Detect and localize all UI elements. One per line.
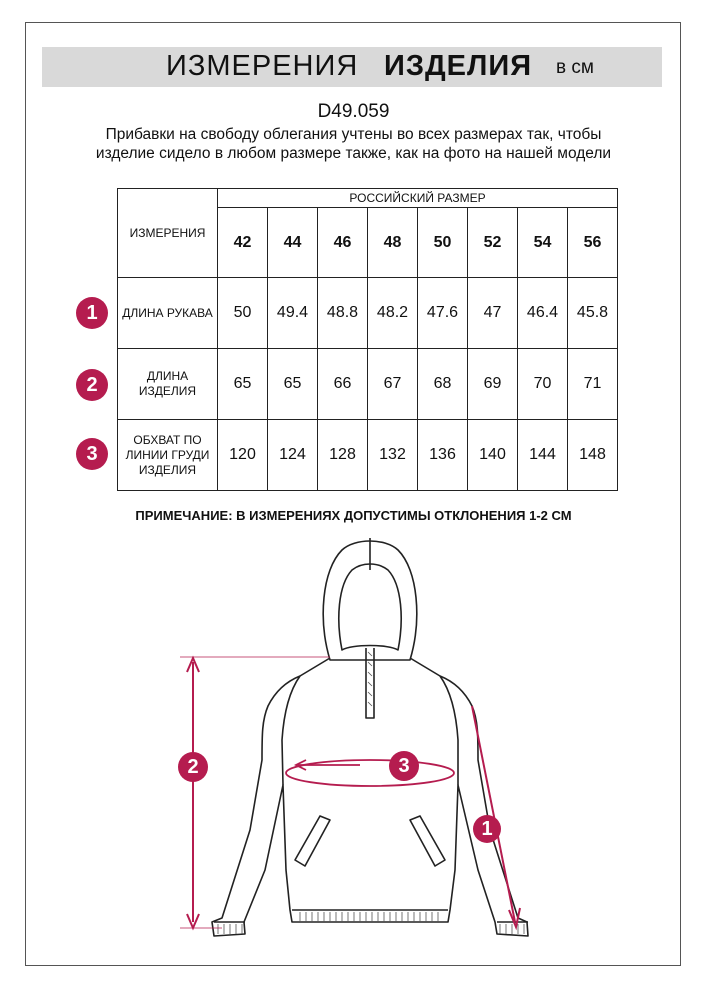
value-cell: 136	[418, 420, 468, 491]
measurements-header: ИЗМЕРЕНИЯ	[118, 189, 218, 278]
value-cell: 49.4	[268, 278, 318, 349]
value-cell: 46.4	[518, 278, 568, 349]
value-cell: 71	[568, 349, 618, 420]
value-cell: 67	[368, 349, 418, 420]
size-cell: 42	[218, 208, 268, 278]
size-table	[117, 188, 618, 491]
title-regular: ИЗМЕРЕНИЯ	[166, 50, 359, 82]
hoodie-outline	[212, 538, 528, 936]
value-cell: 144	[518, 420, 568, 491]
table-row-product-length	[118, 349, 618, 420]
row-label: ДЛИНА ИЗДЕЛИЯ	[118, 349, 218, 420]
value-cell: 120	[218, 420, 268, 491]
title-bold: ИЗДЕЛИЯ	[384, 50, 533, 82]
value-cell: 132	[368, 420, 418, 491]
size-cell: 56	[568, 208, 618, 278]
hoodie-diagram	[0, 530, 707, 940]
value-cell: 47.6	[418, 278, 468, 349]
value-cell: 48.8	[318, 278, 368, 349]
title-unit: в см	[556, 57, 594, 78]
disclaimer: ПРИМЕЧАНИЕ: В ИЗМЕРЕНИЯХ ДОПУСТИМЫ ОТКЛОНЕНИЯ 1-2 СМ	[135, 508, 572, 523]
size-cell: 52	[468, 208, 518, 278]
rib-texture	[218, 652, 524, 934]
value-cell: 128	[318, 420, 368, 491]
size-system-header: РОССИЙСКИЙ РАЗМЕР	[218, 189, 618, 208]
title-bar	[42, 47, 662, 87]
diagram-marker-sleeve: 1	[473, 815, 501, 843]
value-cell: 50	[218, 278, 268, 349]
row-number-badge: 2	[76, 369, 108, 401]
diagram-marker-chest: 3	[389, 751, 419, 781]
value-cell: 65	[268, 349, 318, 420]
value-cell: 124	[268, 420, 318, 491]
value-cell: 70	[518, 349, 568, 420]
size-cell: 54	[518, 208, 568, 278]
value-cell: 48.2	[368, 278, 418, 349]
value-cell: 45.8	[568, 278, 618, 349]
size-cell: 50	[418, 208, 468, 278]
size-cell: 44	[268, 208, 318, 278]
row-label: ОБХВАТ ПО ЛИНИИ ГРУДИ ИЗДЕЛИЯ	[118, 420, 218, 491]
value-cell: 148	[568, 420, 618, 491]
table-header-row	[118, 189, 618, 208]
value-cell: 65	[218, 349, 268, 420]
article-code: D49.059	[317, 101, 390, 122]
value-cell: 69	[468, 349, 518, 420]
row-number-badge: 1	[76, 297, 108, 329]
row-label: ДЛИНА РУКАВА	[118, 278, 218, 349]
value-cell: 66	[318, 349, 368, 420]
value-cell: 47	[468, 278, 518, 349]
fit-note: Прибавки на свободу облегания учтены во всех размерах так, чтобы изделие сидело в любом размере также, как на фото на нашей модели	[95, 126, 612, 162]
table-row-sleeve-length	[118, 278, 618, 349]
size-cell: 46	[318, 208, 368, 278]
size-cell: 48	[368, 208, 418, 278]
table-row-chest-girth	[118, 420, 618, 491]
value-cell: 140	[468, 420, 518, 491]
value-cell: 68	[418, 349, 468, 420]
row-number-badge: 3	[76, 438, 108, 470]
diagram-marker-length: 2	[178, 752, 208, 782]
